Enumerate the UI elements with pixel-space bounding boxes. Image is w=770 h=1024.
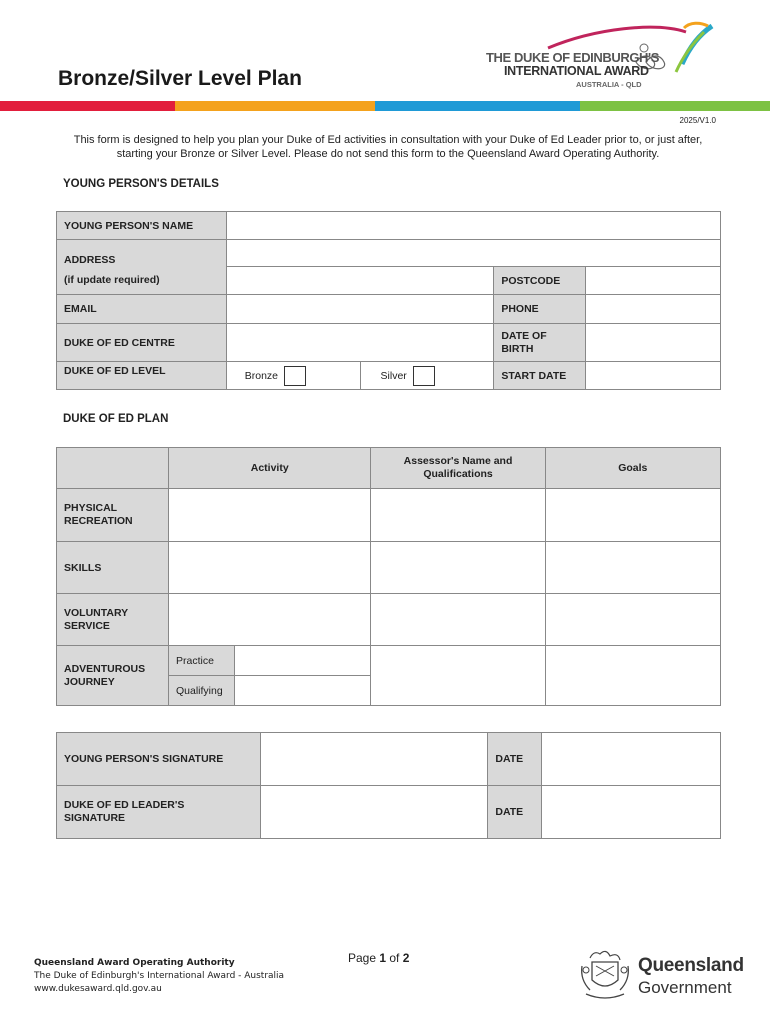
leader-signature-field[interactable] bbox=[260, 786, 488, 839]
leader-date-label: DATE bbox=[488, 786, 542, 839]
page-title: Bronze/Silver Level Plan bbox=[58, 67, 302, 90]
young-date-label: DATE bbox=[488, 733, 542, 786]
phone-label: PHONE bbox=[494, 295, 586, 324]
skills-assessor-field[interactable] bbox=[371, 542, 545, 594]
stripe-red bbox=[0, 101, 175, 111]
start-date-field[interactable] bbox=[586, 362, 721, 390]
stripe-green bbox=[580, 101, 770, 111]
stripe-blue bbox=[375, 101, 580, 111]
plan-header-blank bbox=[57, 448, 169, 489]
row-physical: PHYSICAL RECREATION bbox=[57, 489, 169, 542]
name-label: YOUNG PERSON'S NAME bbox=[57, 212, 227, 240]
phone-field[interactable] bbox=[586, 295, 721, 324]
name-field[interactable] bbox=[226, 212, 720, 240]
version-label: 2025/V1.0 bbox=[679, 116, 716, 125]
details-heading: YOUNG PERSON'S DETAILS bbox=[63, 178, 219, 190]
email-label: EMAIL bbox=[57, 295, 227, 324]
col-goals: Goals bbox=[545, 448, 720, 489]
col-assessor: Assessor's Name and Qualifications bbox=[371, 448, 545, 489]
color-stripe bbox=[0, 101, 770, 111]
leader-signature-label: DUKE OF ED LEADER'S SIGNATURE bbox=[57, 786, 261, 839]
row-adventurous: ADVENTUROUS JOURNEY bbox=[57, 646, 169, 706]
start-date-label: START DATE bbox=[494, 362, 586, 390]
skills-activity-field[interactable] bbox=[168, 542, 370, 594]
dob-field[interactable] bbox=[586, 324, 721, 362]
plan-heading: DUKE OF ED PLAN bbox=[63, 413, 169, 425]
practice-activity-field[interactable] bbox=[234, 646, 371, 676]
address-field[interactable] bbox=[226, 240, 720, 267]
stripe-orange bbox=[175, 101, 375, 111]
logo-line2: INTERNATIONAL AWARD bbox=[504, 64, 649, 78]
qld-government-logo bbox=[576, 946, 751, 1002]
logo-line1: THE DUKE OF EDINBURGH'S bbox=[486, 50, 660, 65]
dob-label: DATE OF BIRTH bbox=[494, 324, 586, 362]
footer-address bbox=[34, 957, 284, 996]
level-label: DUKE OF ED LEVEL bbox=[57, 362, 227, 390]
footer-url[interactable]: www.dukesaward.qld.gov.au bbox=[34, 984, 162, 994]
postcode-field[interactable] bbox=[586, 267, 721, 295]
qld-line1: Queensland bbox=[638, 955, 744, 976]
footer-org: Queensland Award Operating Authority bbox=[34, 958, 235, 968]
address-label: ADDRESS bbox=[64, 254, 116, 266]
page-number bbox=[348, 951, 409, 965]
bronze-cell bbox=[226, 362, 360, 390]
bronze-checkbox[interactable] bbox=[284, 366, 306, 386]
address-field-2[interactable] bbox=[226, 267, 494, 295]
leader-date-field[interactable] bbox=[542, 786, 721, 839]
physical-assessor-field[interactable] bbox=[371, 489, 545, 542]
award-logo bbox=[486, 20, 716, 92]
silver-checkbox[interactable] bbox=[413, 366, 435, 386]
qld-line2: Government bbox=[638, 978, 732, 997]
centre-field[interactable] bbox=[226, 324, 494, 362]
address-label-cell bbox=[57, 240, 227, 295]
silver-cell bbox=[360, 362, 494, 390]
adventurous-goals-field[interactable] bbox=[545, 646, 720, 706]
page-prefix: Page bbox=[348, 951, 380, 965]
voluntary-goals-field[interactable] bbox=[545, 594, 720, 646]
col-activity: Activity bbox=[168, 448, 370, 489]
logo-line3: AUSTRALIA - QLD bbox=[576, 80, 642, 89]
qualifying-activity-field[interactable] bbox=[234, 676, 371, 706]
young-signature-field[interactable] bbox=[260, 733, 488, 786]
voluntary-assessor-field[interactable] bbox=[371, 594, 545, 646]
silver-label: Silver bbox=[380, 369, 407, 382]
postcode-label: POSTCODE bbox=[494, 267, 586, 295]
address-note: (if update required) bbox=[64, 274, 160, 286]
practice-label: Practice bbox=[168, 646, 234, 676]
physical-activity-field[interactable] bbox=[168, 489, 370, 542]
voluntary-activity-field[interactable] bbox=[168, 594, 370, 646]
young-signature-label: YOUNG PERSON'S SIGNATURE bbox=[57, 733, 261, 786]
page-total: 2 bbox=[402, 951, 410, 965]
qualifying-label: Qualifying bbox=[168, 676, 234, 706]
intro-text: This form is designed to help you plan your Duke of Ed activities in consultation with your Duke of Ed Leader prior to, or just after, starting your Bronze or Silver Level. Please do not send this form to the Queensland Award Operating Authority. bbox=[73, 134, 703, 160]
physical-goals-field[interactable] bbox=[545, 489, 720, 542]
bronze-label: Bronze bbox=[244, 369, 279, 382]
skills-goals-field[interactable] bbox=[545, 542, 720, 594]
plan-table bbox=[56, 447, 721, 706]
row-skills: SKILLS bbox=[57, 542, 169, 594]
signature-table bbox=[56, 732, 721, 839]
page-mid: of bbox=[386, 951, 403, 965]
young-date-field[interactable] bbox=[542, 733, 721, 786]
centre-label: DUKE OF ED CENTRE bbox=[57, 324, 227, 362]
details-table bbox=[56, 211, 721, 390]
email-field[interactable] bbox=[226, 295, 494, 324]
row-voluntary: VOLUNTARY SERVICE bbox=[57, 594, 169, 646]
footer-line2: The Duke of Edinburgh's International Award - Australia bbox=[34, 971, 285, 981]
adventurous-assessor-field[interactable] bbox=[371, 646, 545, 706]
page-current: 1 bbox=[379, 951, 387, 965]
qld-crest-icon bbox=[576, 946, 634, 1002]
